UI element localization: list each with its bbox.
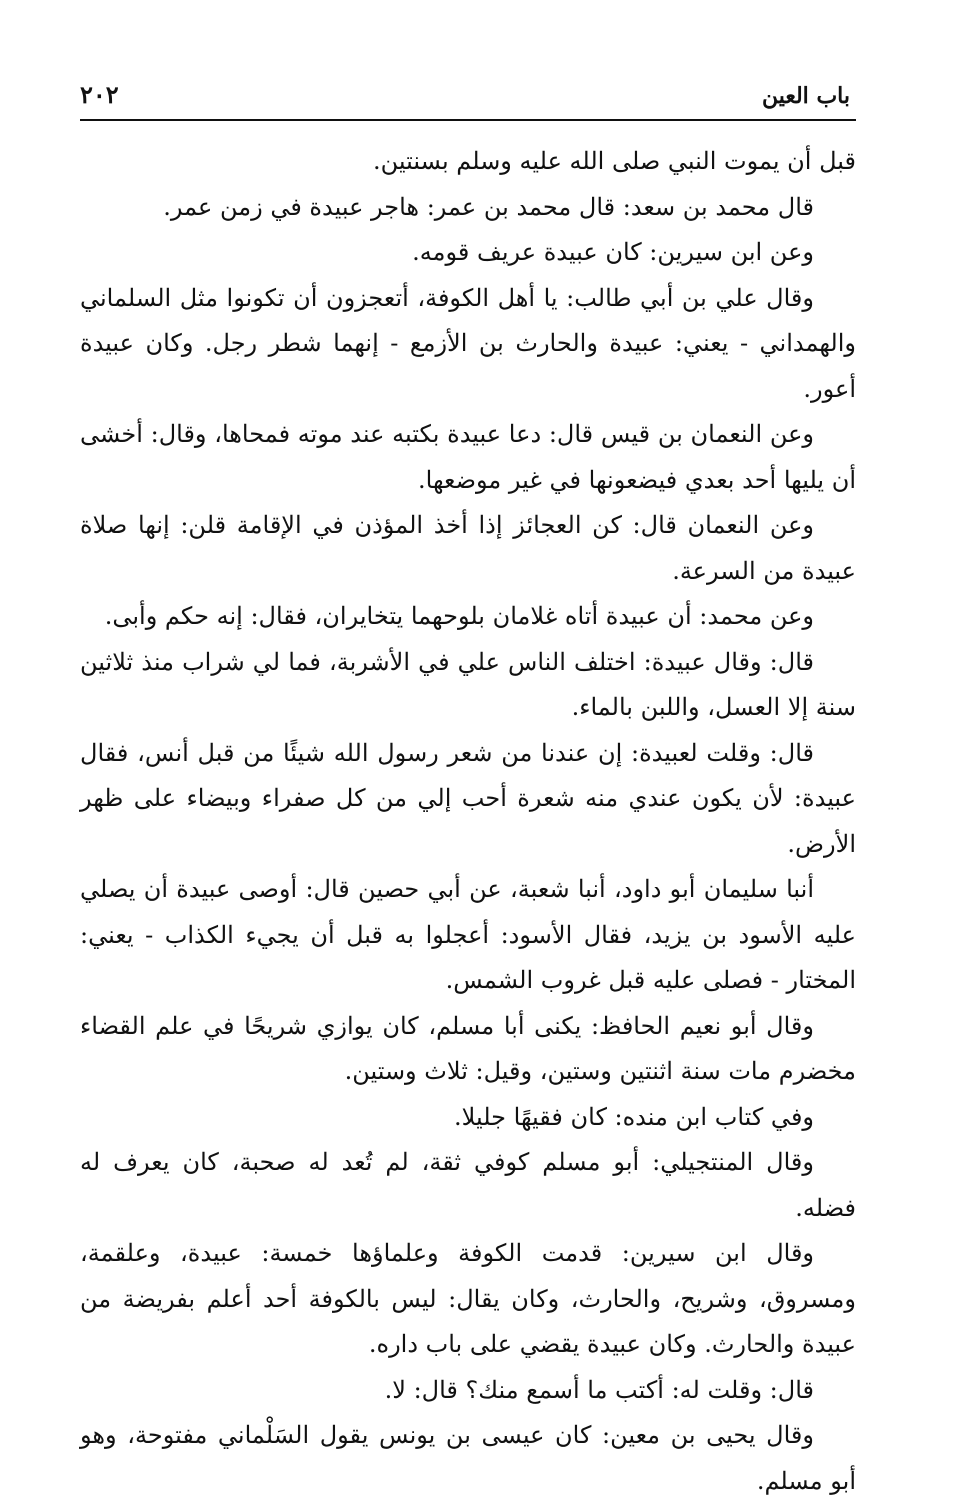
paragraph: قال: وقلت له: أكتب ما أسمع منك؟ قال: لا. [384,1375,814,1404]
paragraph: وفي كتاب ابن منده: كان فقيهًا جليلا. [454,1102,814,1131]
paragraph: وقال ابن سيرين: قدمت الكوفة وعلماؤها خمسة: عبيدة، وعلقمة، ومسروق، وشريح، والحارث، وكان يقال: ليس بالكوفة أحد أعلم بفريضة من عبيدة والحارث. وكان عبيدة يقضي على باب داره. [80,1239,856,1358]
paragraph: وعن محمد: أن عبيدة أتاه غلامان بلوحهما يتخايران، فقال: إنه حكم وأبى. [104,602,814,630]
paragraph: أنبا سليمان أبو داود، أنبا شعبة، عن أبي حصين قال: أوصى عبيدة أن يصلي عليه الأسود بن يزيد، فقال الأسود: أعجلوا به قبل أن يجيء الكذاب - يعني: المختار - فصلى عليه قبل غروب الشمس. [80,875,856,994]
paragraph: وعن النعمان قال: كن العجائز إذا أخذ المؤذن في الإقامة قلن: إنها صلاة عبيدة من السرعة. [80,511,856,585]
paragraph: قال: وقلت لعبيدة: إن عندنا من شعر رسول الله شيئًا من قبل أنس، فقال عبيدة: لأن يكون عندي منه شعرة أحب إلي من كل صفراء وبيضاء على ظهر الأرض. [80,738,856,858]
paragraph: قال: وقال عبيدة: اختلف الناس علي في الأشربة، فما لي شراب منذ ثلاثين سنة إلا العسل، واللبن بالماء. [80,647,856,721]
paragraph: وقال أبو نعيم الحافظ: يكنى أبا مسلم، كان يوازي شريحًا في علم القضاء مخضرم مات سنة اثنتين وستين، وقيل: ثلاث وستين. [80,1011,856,1085]
paragraph: وقال علي بن أبي طالب: يا أهل الكوفة، أتعجزون أن تكونوا مثل السلماني والهمداني - يعني: عبيدة والحارث بن الأزمع - إنهما شطر رجل. وكان عبيدة أعور. [80,283,856,403]
paragraph: قال محمد بن سعد: قال محمد بن عمر: هاجر عبيدة في زمن عمر. [163,192,814,221]
paragraph: قبل أن يموت النبي صلى الله عليه وسلم بسنتين. [372,147,856,175]
paragraph: وقال يحيى بن معين: كان عيسى بن يونس يقول السَلْماني مفتوحة، وهو أبو مسلم. [80,1421,856,1495]
paragraph: وعن ابن سيرين: كان عبيدة عريف قومه. [412,238,814,266]
paragraph: وعن النعمان بن قيس قال: دعا عبيدة بكتبه عند موته فمحاها، وقال: أخشى أن يليها أحد بعدي فيضعونها في غير موضعها. [80,420,856,494]
section-title: باب العين [761,83,850,109]
paragraph: وقال المنتجيلي: أبو مسلم كوفي ثقة، لم تُعد له صحبة، كان يعرف له فضله. [80,1148,856,1222]
text-body [80,139,856,1504]
running-header [80,80,856,121]
page-number: ٢٠٢ [80,80,119,109]
